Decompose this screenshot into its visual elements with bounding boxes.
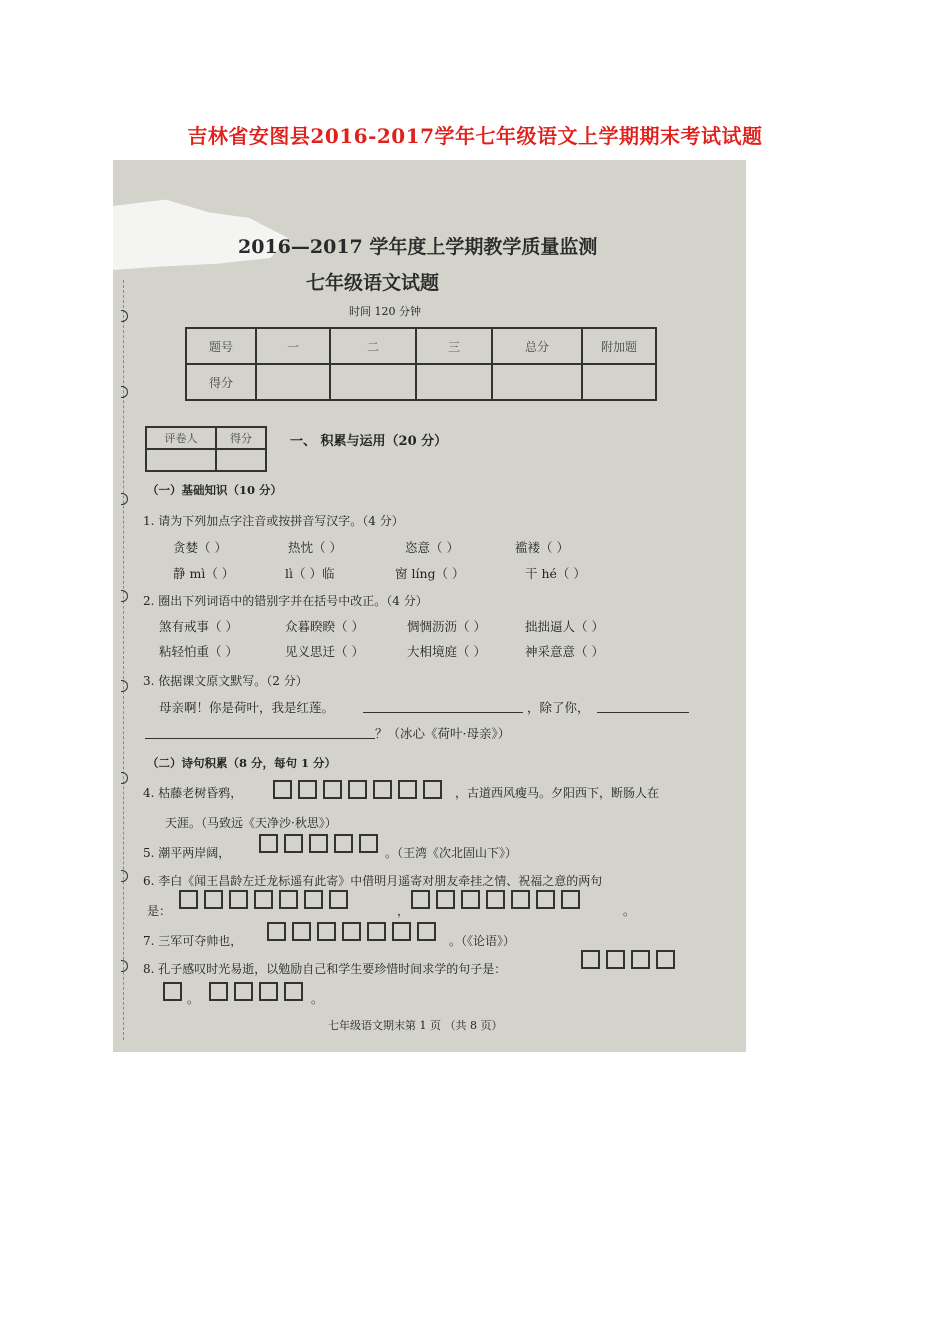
answer-blank — [363, 712, 523, 713]
scanned-exam-page — [113, 160, 746, 1052]
q1-item: 热忱（ ） — [288, 540, 342, 555]
answer-box — [234, 982, 253, 1001]
document-title: 吉林省安图县2016-2017学年七年级语文上学期期末考试试题 — [187, 124, 763, 148]
binding-hole — [121, 870, 128, 882]
question-5: 5. 潮平两岸阔， — [143, 846, 231, 860]
punctuation: ， — [397, 904, 410, 918]
binding-hole — [121, 772, 128, 784]
score-table-score-row — [186, 364, 656, 400]
answer-box — [359, 834, 378, 853]
answer-box — [279, 890, 298, 909]
table-cell — [216, 449, 266, 471]
binding-hole — [121, 310, 128, 322]
answer-box — [267, 922, 286, 941]
answer-box — [284, 982, 303, 1001]
answer-box — [204, 890, 223, 909]
exam-time: 时间 120 分钟 — [349, 305, 421, 318]
section-heading: 一、 积累与运用（20 分） — [290, 434, 448, 449]
question-7: 7. 三军可夺帅也， — [143, 934, 243, 948]
q2-item: 煞有戒事（ ） — [159, 619, 238, 634]
table-cell — [582, 364, 656, 400]
answer-box — [511, 890, 530, 909]
q1-item: 贪婪（ ） — [173, 540, 227, 555]
table-cell: 得分 — [186, 364, 256, 400]
answer-boxes — [163, 982, 182, 1001]
answer-box — [392, 922, 411, 941]
answer-box — [298, 780, 317, 799]
answer-box — [486, 890, 505, 909]
part-heading: （二）诗句积累（8 分，每句 1 分） — [147, 756, 337, 770]
q2-item: 神采意意（ ） — [525, 644, 604, 659]
answer-box — [317, 922, 336, 941]
answer-blank — [597, 712, 689, 713]
binding-hole — [121, 590, 128, 602]
answer-boxes — [259, 834, 378, 853]
answer-boxes — [411, 890, 580, 909]
question-4: ，古道西风瘦马。夕阳西下，断肠人在 — [455, 786, 660, 800]
q1-item: 静 mì（ ） — [173, 566, 235, 581]
table-cell: 得分 — [216, 427, 266, 449]
table-cell — [256, 364, 330, 400]
table-cell — [146, 449, 216, 471]
answer-box — [561, 890, 580, 909]
q1-item: lì（ ）临 — [285, 566, 335, 581]
answer-boxes — [179, 890, 348, 909]
answer-box — [461, 890, 480, 909]
q1-item: 恣意（ ） — [405, 540, 459, 555]
answer-boxes — [273, 780, 442, 799]
question-4: 4. 枯藤老树昏鸦， — [143, 786, 243, 800]
answer-box — [163, 982, 182, 1001]
answer-box — [581, 950, 600, 969]
score-table-header-row — [186, 328, 656, 364]
q3-text: ？（冰心《荷叶·母亲》） — [375, 726, 511, 741]
answer-box — [398, 780, 417, 799]
question-4: 天涯。（马致远《天净沙·秋思》） — [165, 816, 337, 830]
q1-item: 褴褛（ ） — [515, 540, 569, 555]
answer-box — [259, 982, 278, 1001]
table-cell: 题号 — [186, 328, 256, 364]
answer-box — [373, 780, 392, 799]
answer-box — [292, 922, 311, 941]
answer-box — [254, 890, 273, 909]
table-cell — [416, 364, 492, 400]
q2-item: 见义思迁（ ） — [285, 644, 364, 659]
question-6: 6. 李白《闻王昌龄左迁龙标遥有此寄》中借明月遥寄对朋友牵挂之情、祝福之意的两句 — [143, 874, 603, 888]
answer-blank — [145, 738, 375, 739]
answer-boxes — [267, 922, 436, 941]
score-table — [185, 327, 657, 401]
question-8: 8. 孔子感叹时光易逝，以勉励自己和学生要珍惜时间求学的句子是： — [143, 962, 507, 976]
table-cell: 二 — [330, 328, 416, 364]
q2-item: 粘轻怕重（ ） — [159, 644, 238, 659]
q2-item: 众暮睽睽（ ） — [285, 619, 364, 634]
answer-box — [606, 950, 625, 969]
answer-box — [284, 834, 303, 853]
q2-item: 拙拙逼人（ ） — [525, 619, 604, 634]
answer-box — [209, 982, 228, 1001]
q3-text: ，除了你， — [527, 700, 590, 715]
answer-box — [323, 780, 342, 799]
binding-hole — [121, 960, 128, 972]
punctuation: 。 — [623, 904, 636, 918]
question-7: 。（《论语》） — [449, 934, 516, 948]
table-cell — [492, 364, 582, 400]
punctuation: 。 — [187, 992, 200, 1006]
question-1: 1. 请为下列加点字注音或按拼音写汉字。（4 分） — [143, 514, 404, 528]
answer-boxes — [209, 982, 303, 1001]
q1-item: 干 hé（ ） — [525, 566, 586, 581]
answer-box — [304, 890, 323, 909]
table-cell: 总分 — [492, 328, 582, 364]
punctuation: 。 — [311, 992, 324, 1006]
answer-box — [342, 922, 361, 941]
answer-box — [229, 890, 248, 909]
binding-hole — [121, 493, 128, 505]
subject-title: 七年级语文试题 — [306, 272, 440, 294]
binding-hole — [121, 386, 128, 398]
answer-box — [273, 780, 292, 799]
answer-box — [367, 922, 386, 941]
answer-box — [179, 890, 198, 909]
answer-box — [334, 834, 353, 853]
part-heading: （一）基础知识（10 分） — [147, 483, 283, 497]
answer-box — [411, 890, 430, 909]
exam-title: 2016—2017 学年度上学期教学质量监测 — [238, 236, 598, 258]
page-footer: 七年级语文期末第 1 页 （共 8 页） — [328, 1019, 503, 1032]
q1-item: 窗 líng（ ） — [395, 566, 465, 581]
answer-box — [417, 922, 436, 941]
table-cell — [330, 364, 416, 400]
binding-hole — [121, 680, 128, 692]
question-6: 是： — [147, 904, 172, 918]
q2-item: 惆惆沥沥（ ） — [407, 619, 486, 634]
answer-box — [436, 890, 455, 909]
question-2: 2. 圈出下列词语中的错别字并在括号中改正。（4 分） — [143, 594, 428, 608]
q3-text: 母亲啊！你是荷叶，我是红莲。 — [159, 700, 335, 715]
table-cell: 评卷人 — [146, 427, 216, 449]
answer-box — [656, 950, 675, 969]
question-3: 3. 依据课文原文默写。（2 分） — [143, 674, 308, 688]
answer-box — [259, 834, 278, 853]
answer-box — [309, 834, 328, 853]
question-5: 。（王湾《次北固山下》） — [385, 846, 518, 860]
table-cell: 附加题 — [582, 328, 656, 364]
table-cell: 三 — [416, 328, 492, 364]
answer-box — [348, 780, 367, 799]
table-cell: 一 — [256, 328, 330, 364]
answer-boxes — [581, 950, 675, 969]
q2-item: 大相境庭（ ） — [407, 644, 486, 659]
grader-table — [145, 426, 267, 472]
answer-box — [329, 890, 348, 909]
answer-box — [423, 780, 442, 799]
answer-box — [536, 890, 555, 909]
answer-box — [631, 950, 650, 969]
